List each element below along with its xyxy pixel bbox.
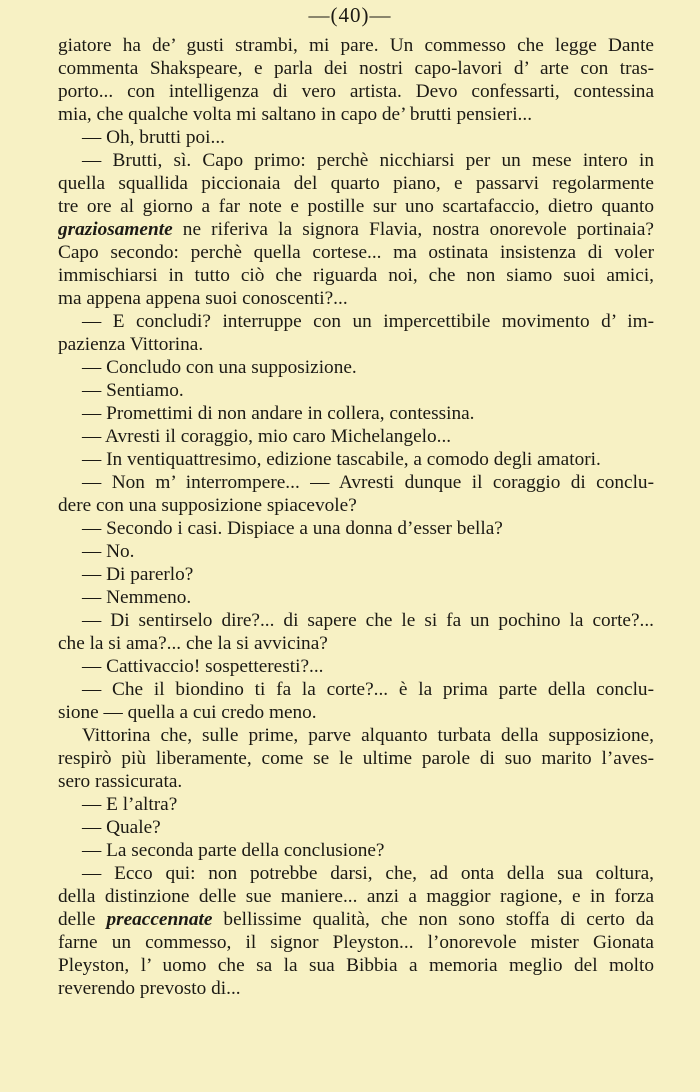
page-number: —(40)—: [308, 3, 392, 27]
text-segment: bellissime qualità, che non sono stoffa di certo da: [212, 909, 654, 930]
text-line: tre ore al giorno a far note e postille sur uno scartafaccio, dietro quanto: [58, 196, 654, 217]
text-segment: ne riferiva la signora Flavia, nostra onorevole portinaia?: [172, 219, 654, 240]
text-line: dere con una supposizione spiacevole?: [58, 495, 357, 516]
text-line: mia, che qualche volta mi saltano in capo de’ brutti pensieri...: [58, 104, 533, 125]
text-line: [58, 908, 654, 931]
italic-word: graziosamente: [58, 219, 173, 240]
text-segment: delle: [58, 909, 107, 930]
body-text: [58, 34, 654, 1000]
text-line: — Avresti il coraggio, mio caro Michelangelo...: [82, 426, 452, 447]
text-line: giatore ha de’ gusti strambi, mi pare. Un commesso che legge Dante: [58, 35, 654, 56]
text-line: — Sentiamo.: [82, 380, 184, 401]
text-line: reverendo prevosto di...: [58, 978, 241, 999]
text-line: — No.: [82, 541, 135, 562]
text-line: — E l’altra?: [82, 794, 178, 815]
text-line: — Di parerlo?: [82, 564, 194, 585]
text-line: della distinzione delle sue maniere... anzi a maggior ragione, e in forza: [58, 886, 654, 907]
text-line: sero rassicurata.: [58, 771, 183, 792]
text-line: — Promettimi di non andare in collera, contessina.: [82, 403, 475, 424]
text-line: commenta Shakspeare, e parla dei nostri capo-lavori d’ arte con tras-: [58, 58, 654, 79]
text-line: respirò più liberamente, come se le ultime parole di suo marito l’aves-: [58, 748, 654, 769]
text-line: sione — quella a cui credo meno.: [58, 702, 317, 723]
text-line: — Non m’ interrompere... — Avresti dunque il coraggio di conclu-: [82, 472, 654, 493]
text-line: che la si ama?... che la si avvicina?: [58, 633, 328, 654]
text-line: — Quale?: [82, 817, 161, 838]
text-line: — Che il biondino ti fa la corte?... è la prima parte della conclu-: [82, 679, 654, 700]
text-line: — Concludo con una supposizione.: [82, 357, 357, 378]
text-line: [58, 218, 654, 241]
text-line: — In ventiquattresimo, edizione tascabile, a comodo degli amatori.: [82, 449, 601, 470]
text-line: Vittorina che, sulle prime, parve alquanto turbata della supposizione,: [82, 725, 654, 746]
text-line: Capo secondo: perchè quella cortese... ma ostinata insistenza di voler: [58, 242, 654, 263]
text-line: — Cattivaccio! sospetteresti?...: [82, 656, 324, 677]
text-line: — E concludi? interruppe con un impercettibile movimento d’ im-: [82, 311, 654, 332]
text-line: ma appena appena suoi conoscenti?...: [58, 288, 348, 309]
text-line: — Brutti, sì. Capo primo: perchè nicchiarsi per un mese intero in: [82, 150, 654, 171]
text-line: immischiarsi in tutto ciò che riguarda noi, che non siamo suoi amici,: [58, 265, 654, 286]
text-line: — Nemmeno.: [82, 587, 192, 608]
text-line: quella squallida piccionaia del quarto piano, e passarvi regolarmente: [58, 173, 654, 194]
text-line: pazienza Vittorina.: [58, 334, 204, 355]
text-line: — Ecco qui: non potrebbe darsi, che, ad onta della sua coltura,: [82, 863, 654, 884]
text-line: — La seconda parte della conclusione?: [82, 840, 385, 861]
text-line: — Secondo i casi. Dispiace a una donna d’esser bella?: [82, 518, 503, 539]
text-line: — Di sentirselo dire?... di sapere che le si fa un pochino la corte?...: [82, 610, 654, 631]
text-line: farne un commesso, il signor Pleyston... l’onorevole mister Gionata: [58, 932, 654, 953]
italic-word: preaccennate: [106, 909, 213, 930]
text-line: porto... con intelligenza di vero artista. Devo confessarti, contessina: [58, 81, 654, 102]
text-line: Pleyston, l’ uomo che sa la sua Bibbia a memoria meglio del molto: [58, 955, 654, 976]
text-line: — Oh, brutti poi...: [82, 127, 225, 148]
